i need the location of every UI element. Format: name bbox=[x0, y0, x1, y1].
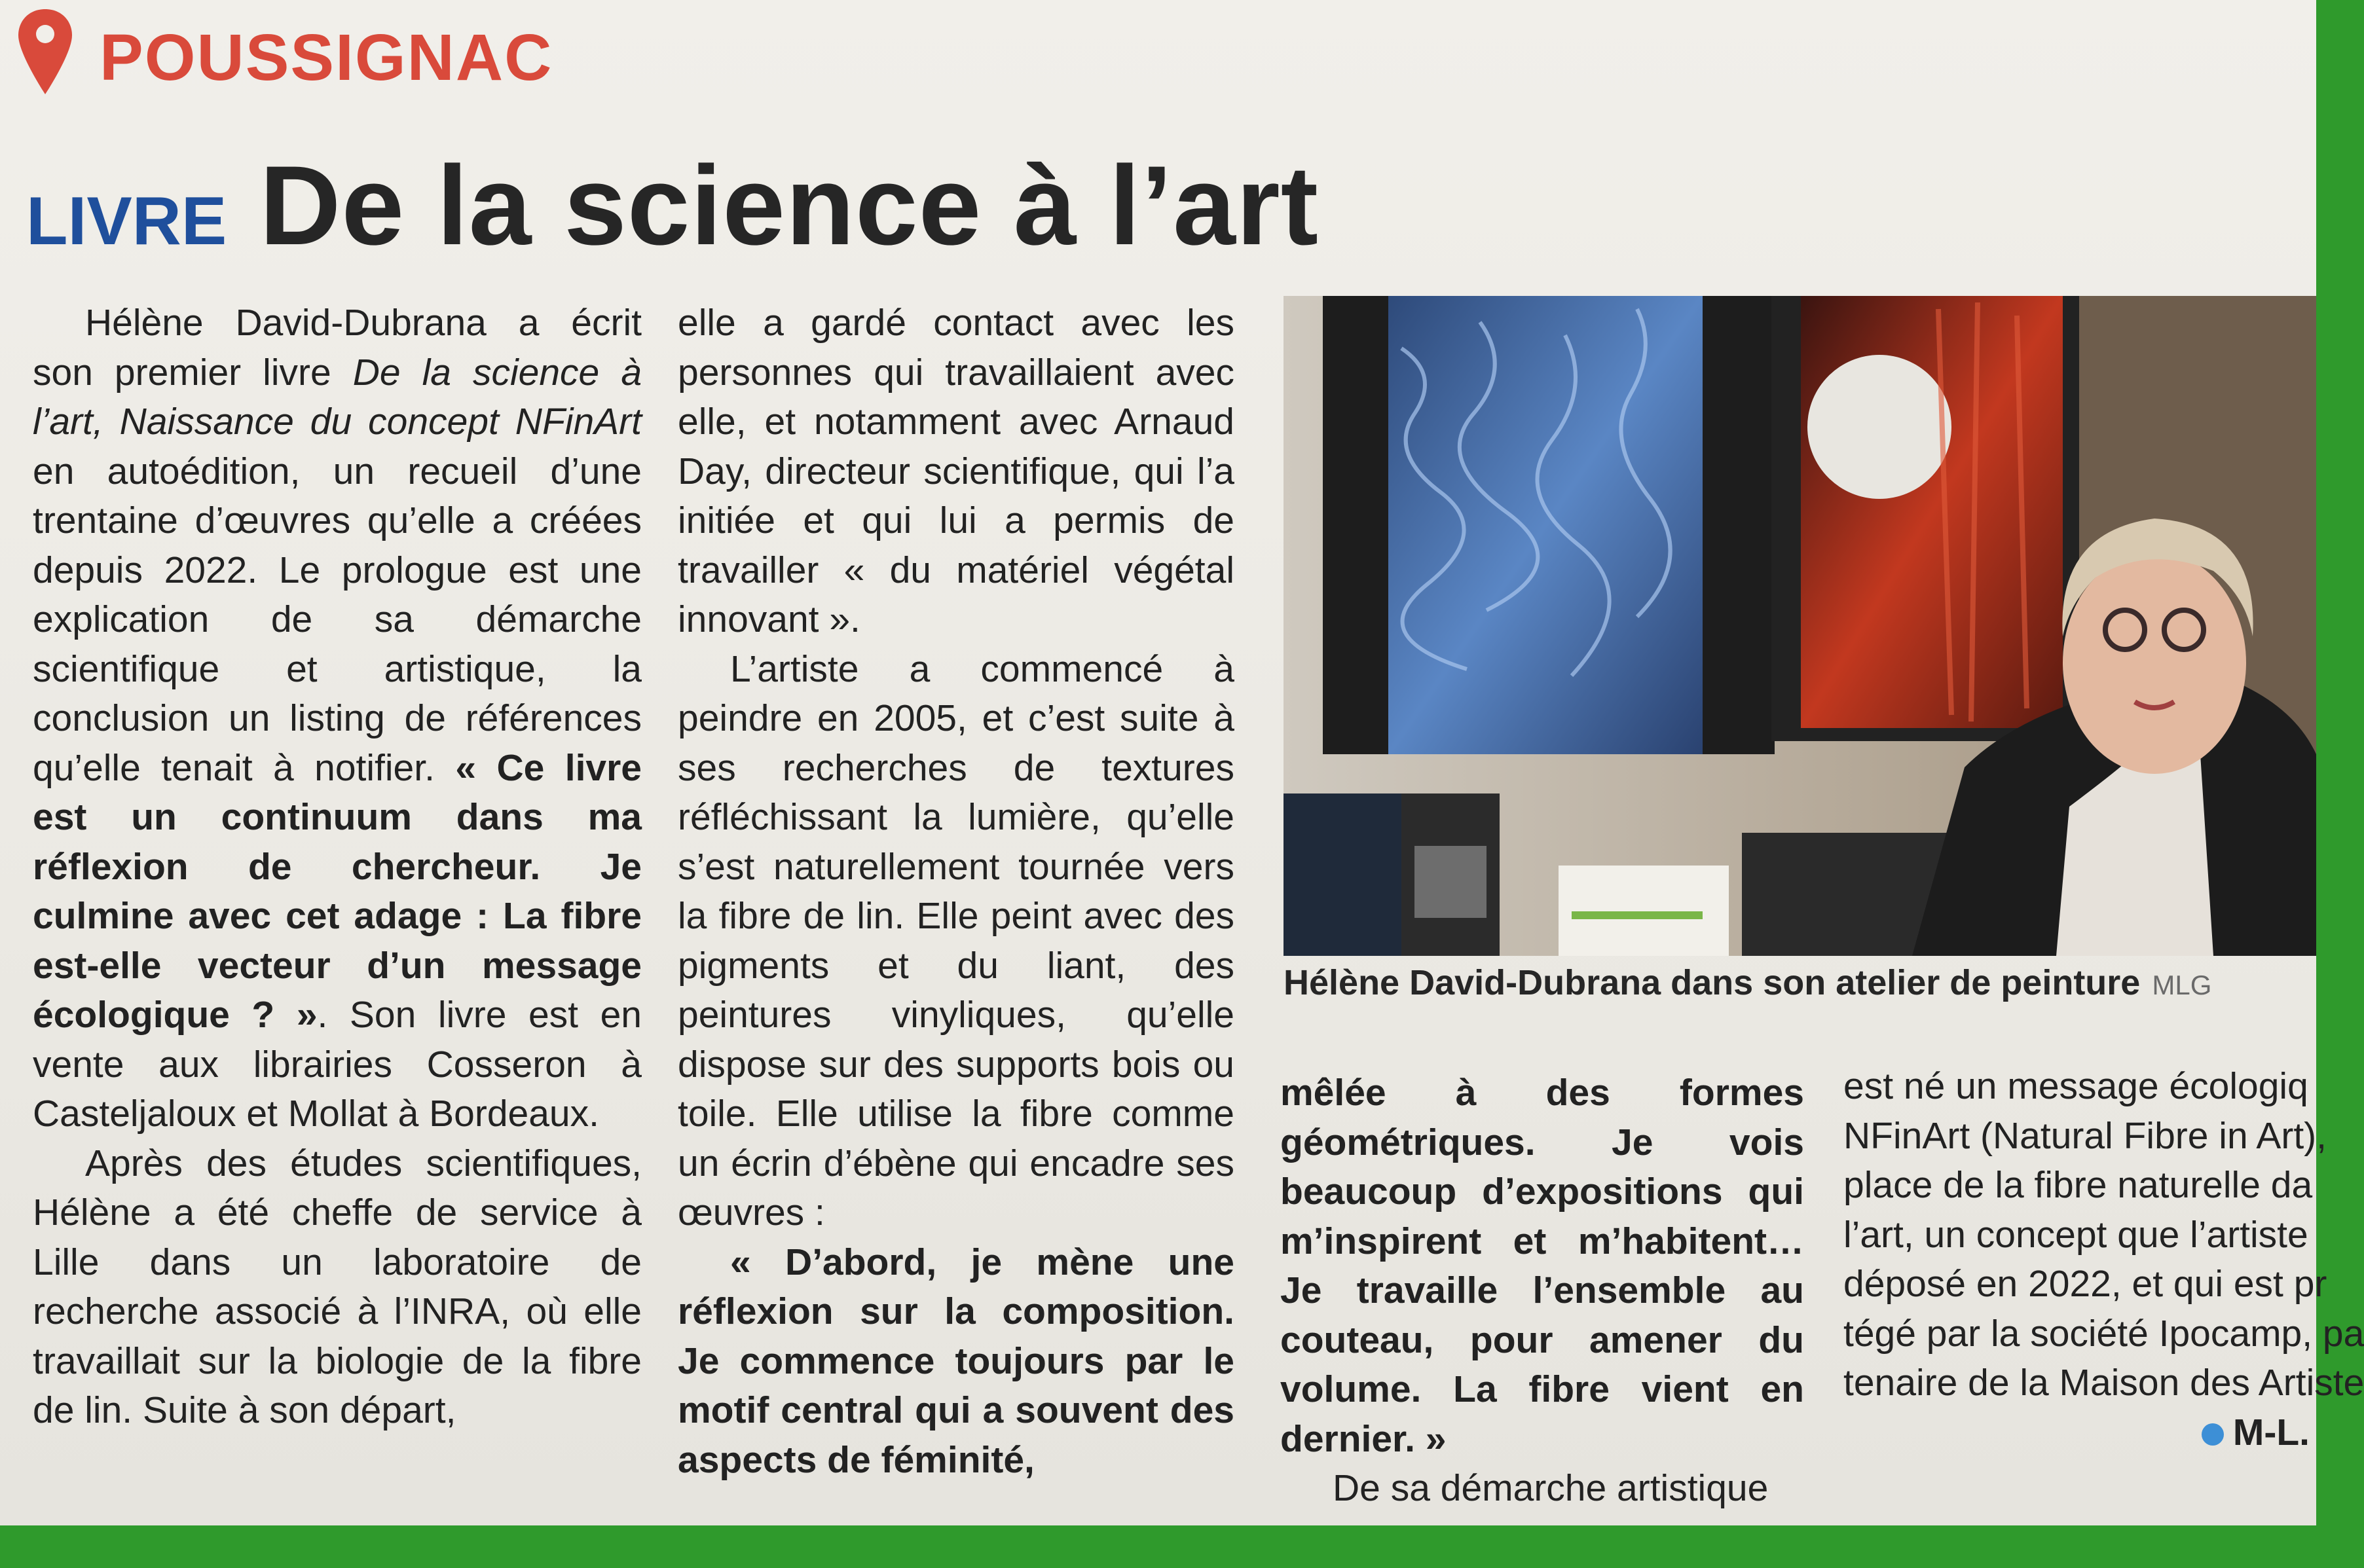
text-line: tégé par la société Ipocamp, pa bbox=[1843, 1312, 2364, 1355]
author-signature: M-L. bbox=[2232, 1411, 2310, 1453]
article-column-1 bbox=[33, 299, 642, 1436]
pull-quote: mêlée à des formes géométriques. Je vois beaucoup d’expositions qui m’inspirent et m’habitent… Je travaille l’ensemble au couteau, pour amener du volume. La fibre vient en dernier. » bbox=[1280, 1072, 1804, 1460]
location-label: POUSSIGNAC bbox=[100, 21, 553, 94]
paragraph: elle a gardé contact avec les personnes qui travaillaient avec elle, et notamment avec Arnaud Day, directeur scientifique, qui l’a initiée et qui lui a permis de travailler « du matériel végétal innovant ». bbox=[678, 302, 1234, 640]
article-column-2 bbox=[678, 299, 1234, 1485]
map-pin-icon bbox=[16, 7, 75, 98]
article-title: De la science à l’art bbox=[259, 143, 1319, 268]
text-line: NFinArt (Natural Fibre in Art), bbox=[1843, 1114, 2327, 1157]
text-line: place de la fibre naturelle da bbox=[1843, 1164, 2313, 1206]
pull-quote: « Ce livre est un continuum dans ma réflexion de chercheur. Je culmine avec cet adage : La fibre est-elle vecteur d’un message écologique ? » bbox=[33, 746, 642, 1036]
paragraph: De sa démarche artistique bbox=[1333, 1467, 1769, 1509]
article-column-4 bbox=[1843, 1062, 2364, 1453]
text-span: en autoédition, un recueil d’une trentaine d’œuvres qu’elle a créées depuis 2022. Le prologue est une explication de sa démarche scientifique et artistique, la conclusion un listing de références qu’elle tenait à notifier. bbox=[33, 450, 642, 789]
photo-credit: MLG bbox=[2152, 970, 2212, 1000]
section-kicker: LIVRE bbox=[26, 183, 227, 259]
text-span: Hélène David-Dubrana a écrit son premier livre bbox=[33, 302, 642, 393]
paragraph bbox=[33, 299, 642, 1139]
text-line: l’art, un concept que l’artiste bbox=[1843, 1213, 2308, 1256]
text-line: tenaire de la Maison des Artiste bbox=[1843, 1362, 2364, 1404]
text-span: . Son livre est en vente aux librairies Cosseron à Casteljaloux et Mollat à Bordeaux. bbox=[33, 994, 642, 1135]
text-line: déposé en 2022, et qui est pr bbox=[1843, 1263, 2327, 1305]
photo-caption bbox=[1284, 962, 2211, 1003]
paragraph: L’artiste a commencé à peindre en 2005, et c’est suite à ses recherches de textures réfléchissant la lumière, qu’elle s’est naturellement tournée vers la fibre de lin. Elle peint avec des pigments et du liant, des peintures vinyliques, qu’elle dispose sur des supports bois ou toile. Elle utilise la fibre comme un écrin d’ébène qui encadre ses œuvres : bbox=[678, 647, 1234, 1233]
signature-line bbox=[1843, 1408, 2316, 1458]
book-title: De la science à l’art, Naissance du concept NFinArt bbox=[33, 351, 642, 443]
photo-illustration bbox=[1284, 296, 2316, 956]
photo-artist-in-studio bbox=[1284, 296, 2316, 956]
bullet-dot-icon bbox=[2202, 1423, 2224, 1446]
headline bbox=[26, 141, 1319, 270]
paragraph: Après des études scientifiques, Hélène a été cheffe de service à Lille dans un laboratoire de recherche associé à l’INRA, où elle travaillait sur la biologie de la fibre de lin. Suite à son départ, bbox=[33, 1142, 642, 1431]
pull-quote: « D’abord, je mène une réflexion sur la composition. Je commence toujours par le motif central qui a souvent des aspects de féminité, bbox=[678, 1241, 1234, 1481]
caption-text: Hélène David-Dubrana dans son atelier de peinture bbox=[1284, 963, 2141, 1002]
text-line: est né un message écologiq bbox=[1843, 1065, 2308, 1107]
article-column-3 bbox=[1280, 1068, 1804, 1514]
